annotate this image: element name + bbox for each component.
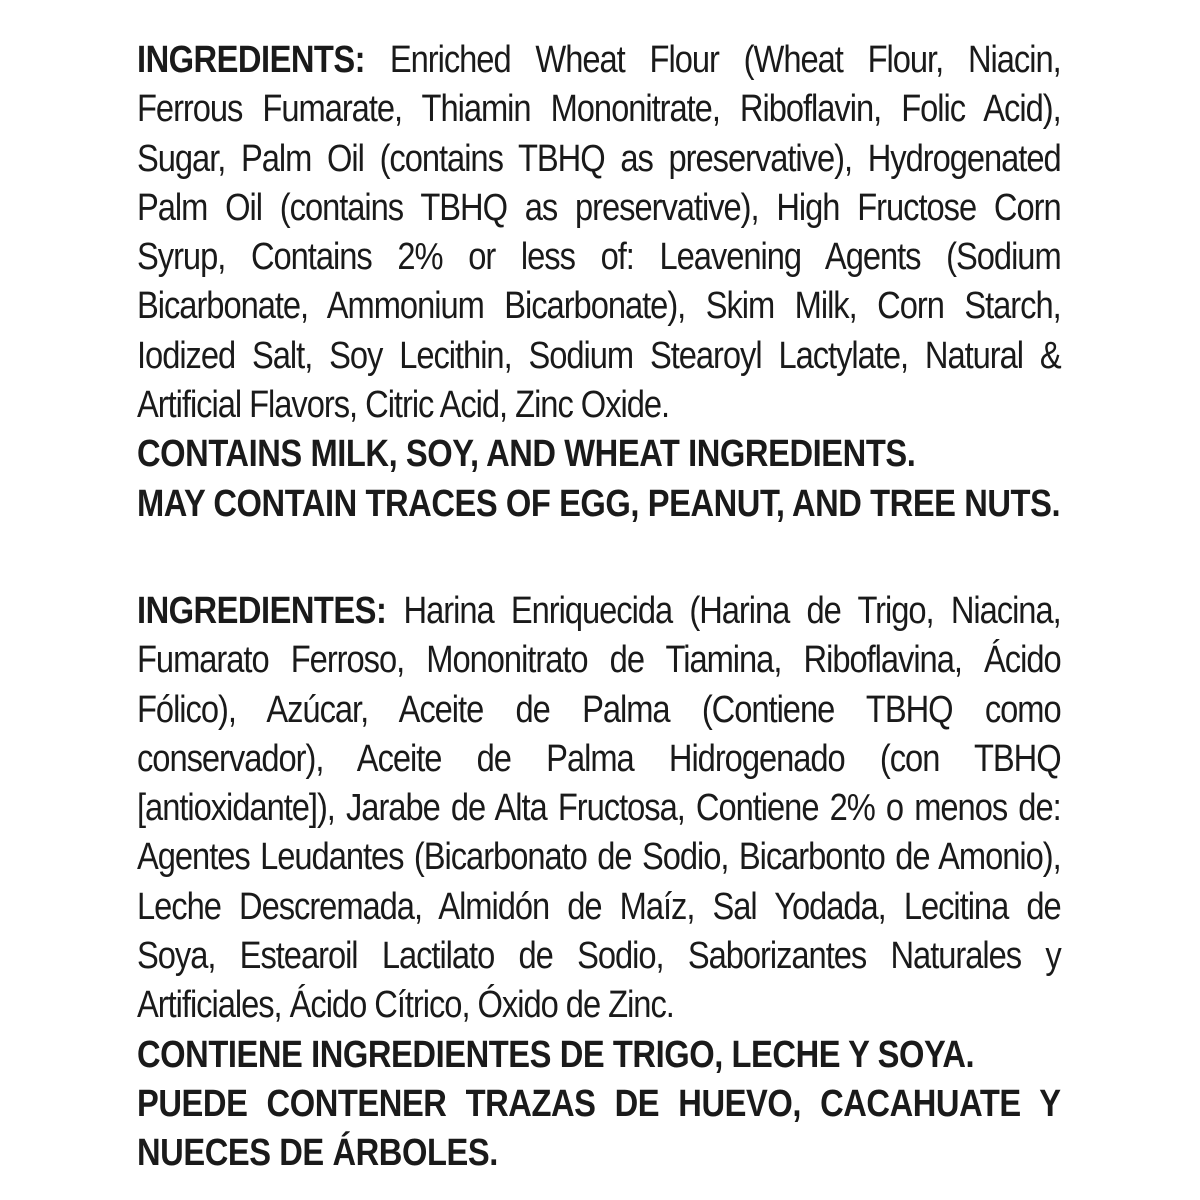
spanish-ingredients-list: Harina Enriquecida (Harina de Trigo, Niacina, Fumarato Ferroso, Mononitrato de Tiamina, Riboflavina, Ácido Fólico), Azúcar, Aceite de Palma (Contiene TBHQ como conservador), Aceite de Palma Hidrogenado (con TBHQ [antioxidante]), Jarabe de Alta Fructosa, Contiene 2% o menos de: Agentes Leudantes (Bicarbonato de Sodio, Bicarbonto de Amonio), Leche Descremada, Almidón de Maíz, Sal Yodada, Lecitina de Soya, Estearoil Lactilato de Sodio, Saborizantes Naturales y Artificiales, Ácido Cítrico, Óxido de Zinc. xyxy=(137,589,1061,1027)
english-ingredients-paragraph xyxy=(137,36,1061,529)
english-allergen-may-contain: MAY CONTAIN TRACES OF EGG, PEANUT, AND TREE NUTS. xyxy=(137,482,1061,525)
spanish-allergen-contains: CONTIENE INGREDIENTES DE TRIGO, LECHE Y SOYA. xyxy=(137,1033,975,1076)
spanish-allergen-may-contain: PUEDE CONTENER TRAZAS DE HUEVO, CACAHUATE Y NUECES DE ÁRBOLES. xyxy=(137,1082,1061,1175)
spanish-section xyxy=(137,587,1061,1179)
spanish-ingredients-paragraph xyxy=(137,587,1061,1179)
english-ingredients-heading: INGREDIENTS: xyxy=(137,39,366,81)
english-allergen-contains: CONTAINS MILK, SOY, AND WHEAT INGREDIENTS. xyxy=(137,433,916,476)
english-ingredients-list: Enriched Wheat Flour (Wheat Flour, Niacin, Ferrous Fumarate, Thiamin Mononitrate, Riboflavin, Folic Acid), Sugar, Palm Oil (contains TBHQ as preservative), Hydrogenated Palm Oil (contains TBHQ as preservative), High Fructose Corn Syrup, Contains 2% or less of: Leavening Agents (Sodium Bicarbonate, Ammonium Bicarbonate), Skim Milk, Corn Starch, Iodized Salt, Soy Lecithin, Sodium Stearoyl Lactylate, Natural & Artificial Flavors, Citric Acid, Zinc Oxide. xyxy=(137,39,1061,427)
ingredients-label-panel xyxy=(137,36,1061,1179)
english-section xyxy=(137,36,1061,529)
spanish-ingredients-heading: INGREDIENTES: xyxy=(137,589,387,632)
